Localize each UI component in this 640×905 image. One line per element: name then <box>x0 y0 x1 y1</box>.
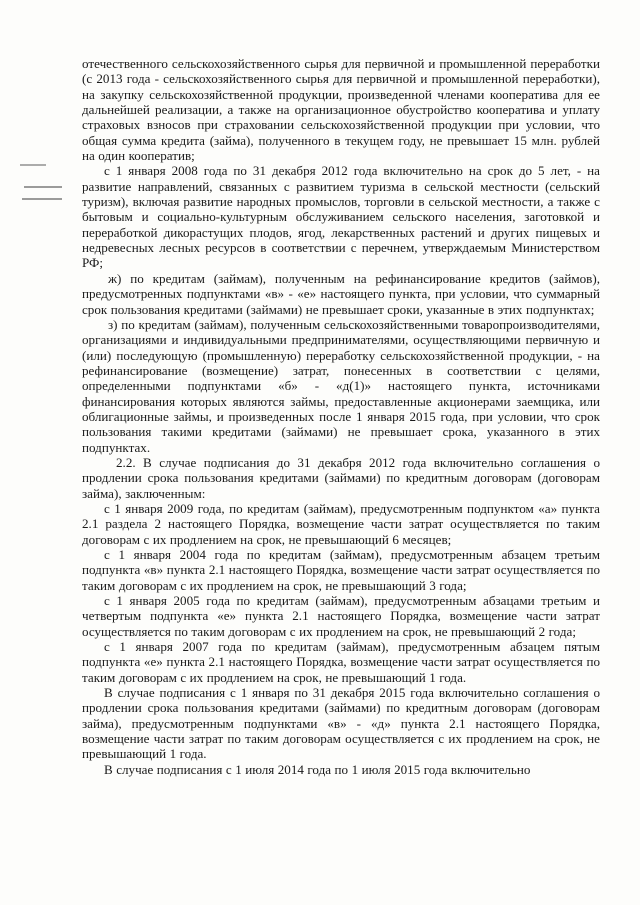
paragraph-section-2-2: 2.2. В случае подписания до 31 декабря 2012 года включительно соглашения о продлении срока пользования кредитами (займами) по кредитным договорам (договорам займа), заключенным: <box>82 454 600 501</box>
paragraph-continuation: отечественного сельскохозяйственного сырья для первичной и промышленной переработки (с 2013 года - сельскохозяйственного сырья для первичной и промышленной переработки), на закупку сельскохозяйственной продукции, произведенной членами кооператива для ее дальнейшей реализации, а также на организационное обустройство кооператива и уплату страховых взносов при страховании сельскохозяйственной продукции при условии, что общая сумма кредита (займа), полученного в текущем году, не превышает 15 млн. рублей на один кооператив; <box>82 56 600 164</box>
paragraph-2015-extension: В случае подписания с 1 января по 31 декабря 2015 года включительно соглашения о продлении срока пользования кредитами (займами) по кредитным договорам (договорам займа), предусмотренным подпунктами «в» - «д» пункта 2.1 настоящего Порядка, возмещение части затрат по таким договорам осуществляется с их продлением на срок, не превышающий 1 года. <box>82 685 600 762</box>
paragraph-rural-tourism: с 1 января 2008 года по 31 декабря 2012 года включительно на срок до 5 лет, - на развитие направлений, связанных с развитием туризма в сельской местности (сельский туризм), включая развитие народных промыслов, торговли в сельской местности, а также с бытовым и социально-культурным обслуживанием сельского населения, заготовкой и переработкой дикорастущих плодов, ягод, лекарственных растений и других пищевых и недревесных лесных ресурсов в соответствии с перечнем, утверждаемым Министерством РФ; <box>82 163 600 271</box>
paragraph-2014-2015: В случае подписания с 1 июля 2014 года по 1 июля 2015 года включительно <box>104 761 531 777</box>
paragraph-2007: с 1 января 2007 года по кредитам (займам), предусмотренным абзацем пятым подпункта «е» пункта 2.1 настоящего Порядка, возмещение части затрат осуществляется по таким договорам с их продлением на срок, не превышающий 1 года. <box>82 639 600 685</box>
paragraph-2004: с 1 января 2004 года по кредитам (займам), предусмотренным абзацем третьим подпункта «в» пункта 2.1 настоящего Порядка, возмещение части затрат осуществляется по таким договорам с их продлением на срок, не превышающий 3 года; <box>82 547 600 593</box>
paragraph-2009: с 1 января 2009 года, по кредитам (займам), предусмотренным подпунктом «а» пункта 2.1 раздела 2 настоящего Порядка, возмещение части затрат осуществляется по таким договорам с их продлением на срок, не превышающий 6 месяцев; <box>82 500 600 547</box>
document-page <box>82 56 600 777</box>
paragraph-subitem-z: з) по кредитам (займам), полученным сельскохозяйственными товаропроизводителями, организациями и индивидуальными предпринимателями, осуществляющими первичную и (или) последующую (промышленную) переработку сельскохозяйственной продукции, - на рефинансирование (возмещение) затрат, понесенных в соответствии с целями, определенными подпунктами «б» - «д(1)» настоящего пункта, источниками финансирования которых являются займы, предоставленные акционерами заемщика, или облигационные займы, и произведенных после 1 января 2015 года, при условии, что срок пользования такими кредитами (займами) не превышает срока, указанного в этих подпунктах. <box>82 316 600 455</box>
paragraph-2005: с 1 января 2005 года по кредитам (займам), предусмотренным абзацами третьим и четвертым подпункта «е» пункта 2.1 настоящего Порядка, возмещение части затрат осуществляется по таким договорам с их продлением на срок, не превышающий 2 года; <box>82 593 600 639</box>
paragraph-subitem-zh: ж) по кредитам (займам), полученным на рефинансирование кредитов (займов), предусмотренных подпунктами «в» - «е» настоящего пункта, при условии, что суммарный срок пользования кредитами (займами) не превышает сроки, указанные в этих подпунктах; <box>82 270 600 317</box>
